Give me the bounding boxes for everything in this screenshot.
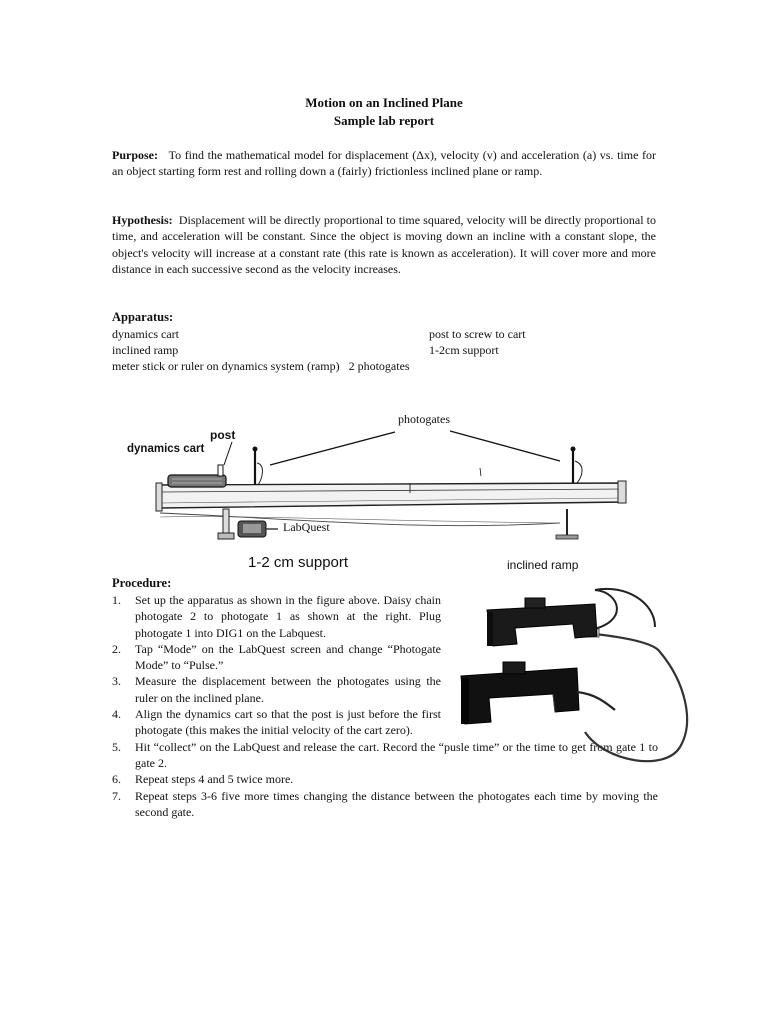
procedure-heading: Procedure:: [112, 576, 172, 590]
photogates-photo: [455, 582, 711, 782]
hypothesis-label: Hypothesis:: [112, 213, 173, 227]
dynamics-cart: [168, 475, 226, 487]
apparatus-item: 1-2cm support: [429, 343, 499, 357]
post-label: post: [210, 428, 236, 442]
inclined-ramp: [160, 483, 625, 508]
procedure-step: 1. Set up the apparatus as shown in the figure above. Daisy chain photogate 2 to photogate 1 as shown at the right. Plug photogate 1 into DIG1 on the Labquest.: [112, 593, 441, 640]
inclined-ramp-label: inclined ramp: [507, 558, 579, 572]
page-title: Motion on an Inclined Plane: [305, 95, 463, 110]
hypothesis-text: Displacement will be directly proportional to time squared, velocity will be directly proportional to time, and acceleration will be constant. Since the object is moving down an incline with a constant slope, the object's velocity will increase at a constant rate (this rate is known as acceleration). It will cover more and more distance in each successive second as the velocity increases.: [112, 213, 657, 277]
photogate-cable: [585, 634, 687, 761]
photogate-cable: [590, 589, 655, 630]
procedure-step: 3. Measure the displacement between the photogates using the ruler on the inclined plane.: [112, 674, 441, 705]
apparatus-heading: Apparatus:: [112, 310, 174, 324]
photogate-2-photo: [487, 604, 597, 646]
procedure-step: 5. Hit “collect” on the LabQuest and release the cart. Record the “pusle time” or the time to get from gate 1 to gate 2.: [112, 739, 658, 770]
page-subtitle: Sample lab report: [333, 113, 435, 128]
support-block: [223, 509, 229, 533]
purpose-text: To find the mathematical model for displacement (Δx), velocity (v) and acceleration (a) vs. time for an object starting form rest and rolling down a (fairly) frictionless inclined plane or ramp.: [112, 148, 656, 179]
photogates-label: photogates: [398, 412, 450, 426]
apparatus-item: meter stick or ruler on dynamics system (ramp) 2 photogates: [112, 359, 410, 373]
procedure-step: 6. Repeat steps 4 and 5 twice more.: [112, 772, 294, 787]
apparatus-diagram: [120, 405, 640, 575]
labquest-label: LabQuest: [283, 520, 330, 534]
post: [218, 465, 223, 476]
apparatus-item: inclined ramp: [112, 343, 179, 357]
procedure-step: 7. Repeat steps 3-6 five more times changing the distance between the photogates each time by moving the second gate.: [112, 788, 658, 819]
support-label: 1-2 cm support: [248, 554, 349, 571]
apparatus-item: post to screw to cart: [429, 327, 526, 341]
purpose-label: Purpose:: [112, 148, 158, 162]
hypothesis-paragraph: [112, 212, 656, 278]
procedure-step: 4. Align the dynamics cart so that the post is just before the first photogate (this makes the initial velocity of the cart zero).: [112, 707, 441, 738]
dynamics-cart-label: dynamics cart: [127, 443, 205, 455]
apparatus-item: dynamics cart: [112, 327, 179, 341]
photogate-1-photo: [461, 668, 579, 724]
procedure-step: 2. Tap “Mode” on the LabQuest screen and change “Photogate Mode” to “Pulse.”: [112, 641, 441, 673]
purpose-paragraph: [112, 147, 656, 180]
